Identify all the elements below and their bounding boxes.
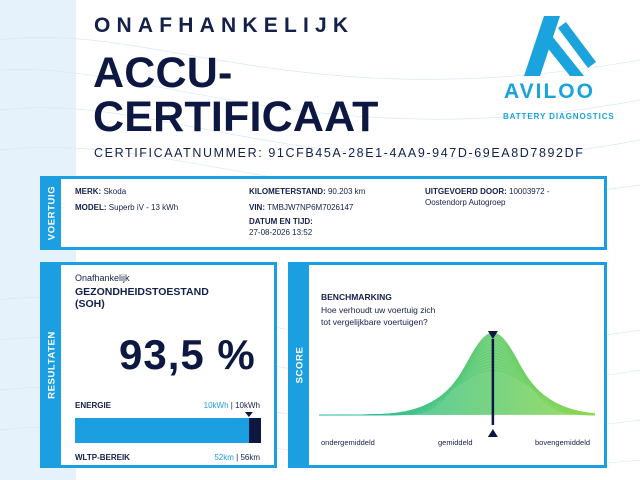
title-line-1: ACCU-: [93, 49, 233, 97]
title-line-2: CERTIFICAAT: [93, 93, 379, 141]
benchmark-bell-curve: [319, 325, 595, 437]
benchmark-question: Hoe verhoudt uw voertuig zich tot vergelijkbare voertuigen?: [321, 305, 436, 327]
pre-title: ONAFHANKELIJK: [94, 14, 355, 37]
aviloo-logo-icon: [500, 14, 620, 124]
axis-high-label: bovengemiddeld: [535, 438, 591, 447]
axis-low-label: ondergemiddeld: [321, 438, 375, 447]
bell-contour-lines: [319, 333, 595, 415]
certificate-number: CERTIFICAATNUMMER: 91CFB45A-28E1-4AA9-947D-69EA8D7892DF: [94, 146, 585, 160]
soh-value: 93,5 %: [119, 331, 256, 378]
results-title: GEZONDHEIDSTOESTAND (SOH): [75, 286, 209, 310]
soh-bar: [75, 418, 261, 443]
make-field: MERK: Skoda: [75, 187, 127, 196]
range-values: 52km | 56km: [214, 453, 260, 462]
performed-by-field: UITGEVOERD DOOR: 10003972 - Oostendorp Autogroep: [425, 187, 550, 207]
marker-bottom-icon: [488, 429, 498, 437]
energy-label: ENERGIE: [75, 401, 112, 410]
vehicle-side-label: VOERTUIG: [43, 179, 61, 247]
results-panel: [40, 262, 277, 468]
vin-field: VIN: TMBJW7NP6M7026147: [249, 203, 354, 212]
benchmark-title: BENCHMARKING: [321, 292, 392, 302]
logo-tagline: BATTERY DIAGNOSTICS: [503, 112, 615, 121]
soh-bar-fill: [75, 418, 249, 443]
vehicle-panel: [40, 176, 607, 250]
model-field: MODEL: Superb iV - 13 kWh: [75, 203, 179, 212]
mileage-field: KILOMETERSTAND: 90.203 km: [249, 187, 366, 196]
logo-wordmark: AVILOO: [504, 80, 595, 103]
range-label: WLTP-BEREIK: [75, 453, 130, 462]
energy-values: 10kWh | 10kWh: [203, 401, 260, 410]
results-subtitle: Onafhankelijk: [75, 273, 130, 283]
datetime-field: DATUM EN TIJD: 27-08-2026 13:52: [249, 217, 313, 237]
axis-mid-label: gemiddeld: [438, 438, 473, 447]
score-side-label: SCORE: [291, 265, 309, 465]
score-panel: [288, 262, 607, 468]
results-side-label: RESULTATEN: [43, 265, 61, 465]
